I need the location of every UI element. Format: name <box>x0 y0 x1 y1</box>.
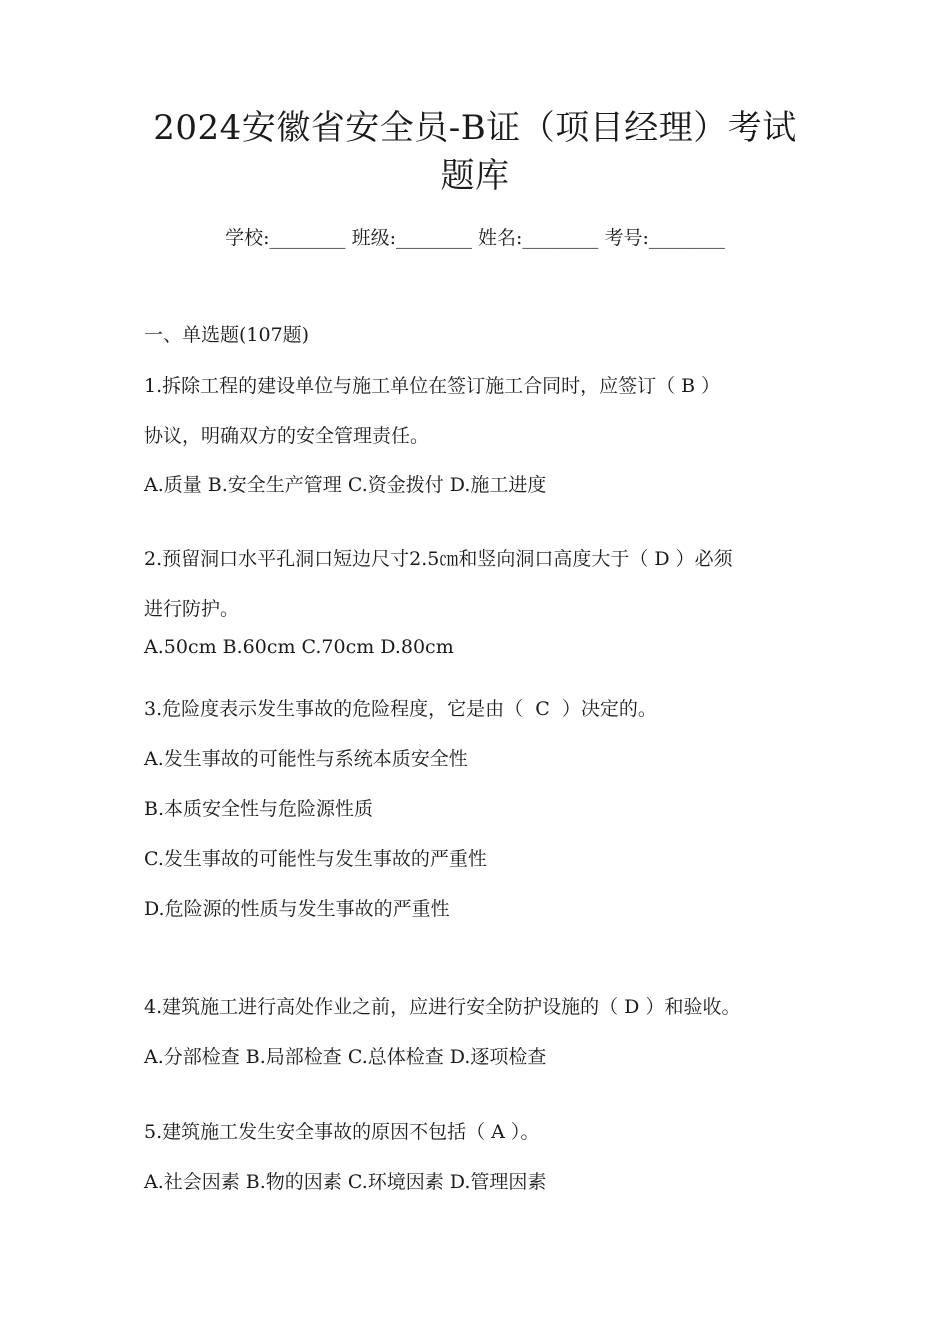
section-heading: 一、单选题(107题) <box>144 324 310 346</box>
title-line-2: 题库 <box>440 156 510 196</box>
question-2-options: A.50cm B.60cm C.70cm D.80cm <box>144 636 454 658</box>
question-1-stem-line-1: 1.拆除工程的建设单位与施工单位在签订施工合同时，应签订（ B ） <box>144 375 721 397</box>
question-4-options: A.分部检查 B.局部检查 C.总体检查 D.逐项检查 <box>144 1046 547 1068</box>
title-line-1: 2024安徽省安全员-B证（项目经理）考试 <box>153 108 797 148</box>
document-title <box>120 104 830 200</box>
question-5-options: A.社会因素 B.物的因素 C.环境因素 D.管理因素 <box>144 1171 547 1193</box>
question-1-options: A.质量 B.安全生产管理 C.资金拨付 D.施工进度 <box>144 474 547 496</box>
question-3-option-b: B.本质安全性与危险源性质 <box>144 798 374 820</box>
question-3-option-c: C.发生事故的可能性与发生事故的严重性 <box>144 848 487 870</box>
question-3-stem: 3.危险度表示发生事故的危险程度，它是由（ C ）决定的。 <box>144 698 657 720</box>
question-3-option-d: D.危险源的性质与发生事故的严重性 <box>144 898 450 920</box>
student-info-line: 学校:________ 班级:________ 姓名:________ 考号:________ <box>225 227 725 249</box>
question-5-stem: 5.建筑施工发生安全事故的原因不包括（ A ）。 <box>144 1121 540 1143</box>
question-2-stem-line-1: 2.预留洞口水平孔洞口短边尺寸2.5㎝和竖向洞口高度大于（ D ）必须 <box>144 548 733 570</box>
question-2-stem-line-2: 进行防护。 <box>144 598 240 620</box>
question-3-option-a: A.发生事故的可能性与系统本质安全性 <box>144 748 468 770</box>
question-1-stem-line-2: 协议，明确双方的安全管理责任。 <box>144 425 430 447</box>
question-4-stem: 4.建筑施工进行高处作业之前，应进行安全防护设施的（ D ）和验收。 <box>144 996 741 1018</box>
